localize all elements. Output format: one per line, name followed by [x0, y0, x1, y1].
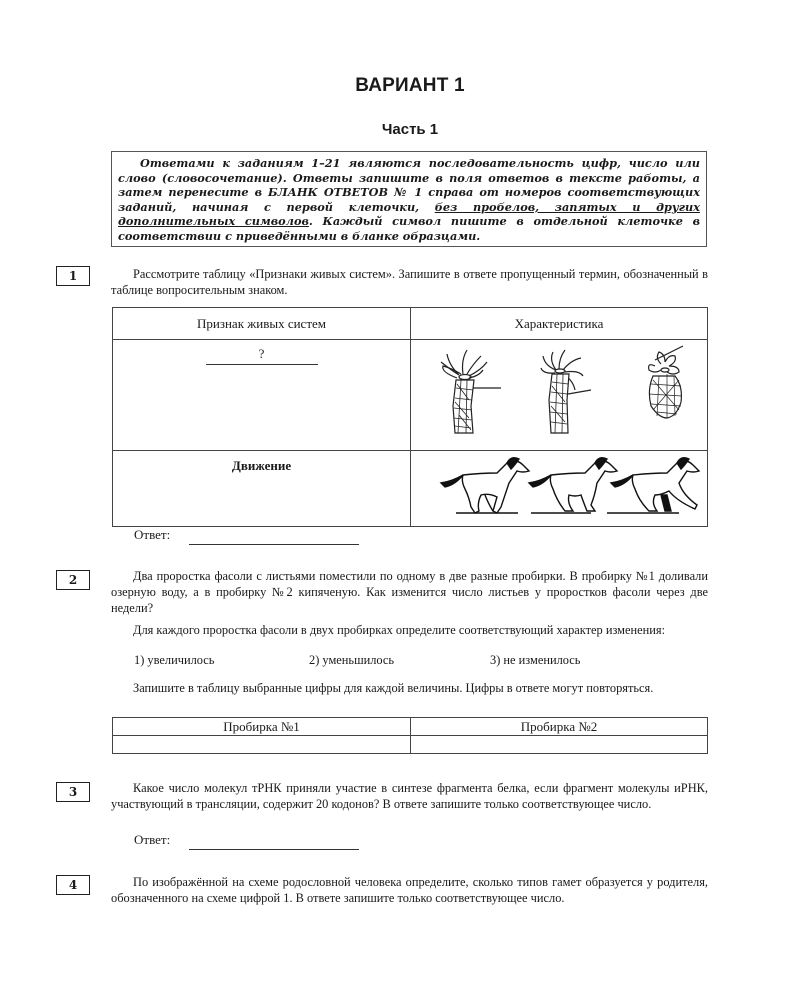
table-header-tube-1: Пробирка №1	[113, 718, 411, 736]
question-4-body: По изображённой на схеме родословной человека определите, сколько типов гамет образуется у родителя, обозначенного на схеме цифрой 1. В ответе запишите только соответствующее число.	[111, 875, 708, 905]
table-header-feature: Признак живых систем	[113, 308, 411, 340]
table-header-characteristic: Характеристика	[411, 308, 708, 340]
question-2-text	[111, 568, 708, 638]
table-row	[113, 736, 708, 754]
question-2-instruction: Для каждого проростка фасоли в двух пробирках определите соответствующий характер изменения:	[133, 623, 666, 637]
option-3: 3) не изменилось	[490, 653, 581, 667]
question-3-text	[111, 780, 708, 812]
table-cell-feature	[113, 340, 411, 451]
option-1: 1) увеличилось	[134, 653, 215, 667]
instructions-text-part: Ответами к заданиям 1–21 являются последовательность цифр, число или слово (словосочетание). Ответы запишите в поля ответов в тексте работы, а затем перенесите в БЛАНК ОТВЕТОВ № 1 справа от номеров соответствующих заданий, начиная с первой клеточки,	[118, 156, 700, 214]
question-4-text	[111, 874, 708, 906]
question-number-1: 1	[56, 266, 90, 286]
instructions-text	[118, 156, 700, 244]
feature-movement: Движение	[231, 458, 292, 473]
question-2-text-3	[111, 680, 708, 696]
running-dog-sequence-illustration	[411, 451, 707, 522]
hydra-budding-illustration	[411, 340, 707, 446]
question-3-body: Какое число молекул тРНК приняли участие в синтезе фрагмента белка, если фрагмент молекулы иРНК, участвующий в трансляции, содержит 20 кодонов? В ответе запишите только соответствующее число.	[111, 781, 708, 811]
answer-field-3[interactable]	[189, 849, 359, 850]
question-2-body: Два проростка фасоли с листьями поместили по одному в две разные пробирки. В пробирку №1 доливали озерную воду, а в пробирку №2 кипяченую. Как изменится число листьев у проростков фасоли через две недели?	[111, 569, 708, 615]
question-2-answer-table	[112, 717, 708, 754]
question-1-text	[111, 266, 708, 298]
page-title: ВАРИАНТ 1	[355, 75, 465, 96]
question-1-body: Рассмотрите таблицу «Признаки живых систем». Запишите в ответе пропущенный термин, обозначенный в таблице вопросительным знаком.	[111, 267, 708, 297]
answer-label-1: Ответ:	[134, 527, 171, 542]
answer-label-3: Ответ:	[134, 832, 171, 847]
table-header-tube-2: Пробирка №2	[411, 718, 708, 736]
part-title: Часть 1	[381, 121, 439, 138]
answer-cell-tube-1[interactable]	[113, 736, 411, 754]
answer-field-1[interactable]	[189, 544, 359, 545]
table-row	[113, 340, 708, 451]
table-cell-illustration	[411, 340, 708, 451]
question-1-table	[112, 307, 708, 527]
instructions-box	[111, 151, 707, 247]
question-number-4: 4	[56, 875, 90, 895]
question-2-table-instruction: Запишите в таблицу выбранные цифры для каждой величины. Цифры в ответе могут повторяться.	[133, 681, 654, 695]
question-number-2: 2	[56, 570, 90, 590]
instructions-text-part: . Каждый символ пишите в отдельной клеточке в соответствии с приведёнными в бланке образцами.	[118, 214, 701, 243]
question-number-3: 3	[56, 782, 90, 802]
table-cell-feature	[113, 451, 411, 527]
option-2: 2) уменьшилось	[309, 653, 395, 667]
question-mark: ?	[258, 346, 265, 361]
instructions-underlined: без пробелов, запятых и других дополнительных символов	[118, 199, 700, 229]
table-row	[113, 451, 708, 527]
missing-term-blank	[206, 346, 318, 365]
question-2-options	[134, 653, 580, 668]
answer-cell-tube-2[interactable]	[411, 736, 708, 754]
table-cell-illustration	[411, 451, 708, 527]
